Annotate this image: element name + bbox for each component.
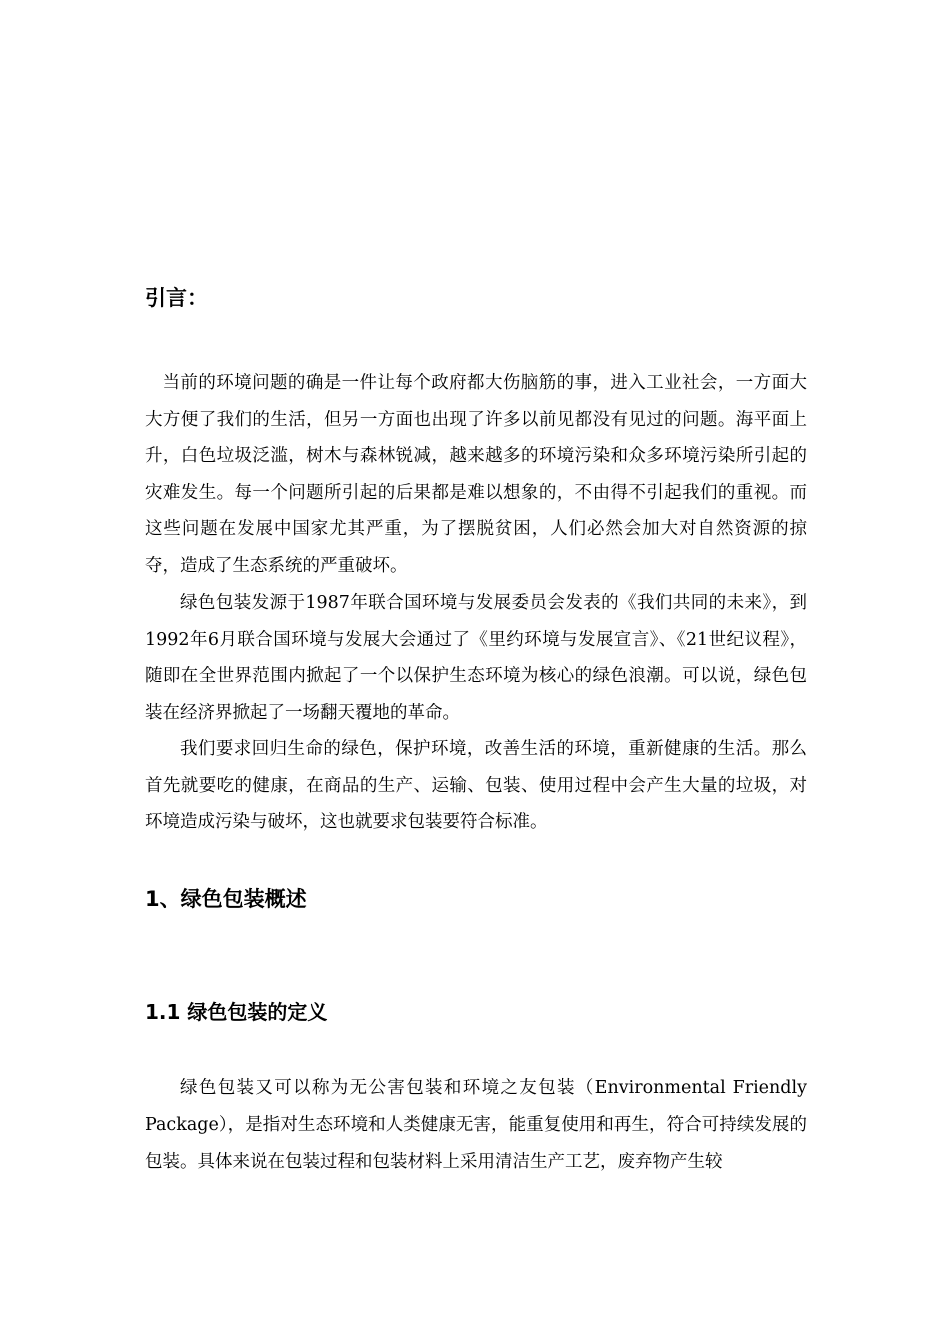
intro-heading: 引言： bbox=[145, 286, 208, 310]
intro-paragraph-1: 当前的环境问题的确是一件让每个政府都大伤脑筋的事，进入工业社会，一方面大大方便了我们的生活，但另一方面也出现了许多以前见都没有见过的问题。海平面上升，白色垃圾泛滥，树木与森林锐减，越来越多的环境污染和众多环境污染所引起的灾难发生。每一个问题所引起的后果都是难以想象的，不由得不引起我们的重视。而这些问题在发展中国家尤其严重，为了摆脱贫困，人们必然会加大对自然资源的掠夺，造成了生态系统的严重破坏。 bbox=[145, 373, 807, 576]
section-1-1-paragraph: 绿色包装又可以称为无公害包装和环境之友包装（Environmental Friendly Package），是指对生态环境和人类健康无害，能重复使用和再生，符合可持续发展的包装。具体来说在包装过程和包装材料上采用清洁生产工艺，废弃物产生较 bbox=[145, 1078, 807, 1172]
section-1-1-heading: 1.1 绿色包装的定义 bbox=[145, 1000, 328, 1024]
intro-paragraph-3: 我们要求回归生命的绿色，保护环境，改善生活的环境，重新健康的生活。那么首先就要吃的健康，在商品的生产、运输、包装、使用过程中会产生大量的垃圾，对环境造成污染与破坏，这也就要求包装要符合标准。 bbox=[145, 739, 807, 832]
intro-paragraph-2: 绿色包装发源于1987年联合国环境与发展委员会发表的《我们共同的未来》，到1992年6月联合国环境与发展大会通过了《里约环境与发展宣言》、《21世纪议程》，随即在全世界范围内掀起了一个以保护生态环境为核心的绿色浪潮。可以说，绿色包装在经济界掀起了一场翻天覆地的革命。 bbox=[145, 593, 807, 723]
section-1-heading: 1、绿色包装概述 bbox=[145, 887, 307, 911]
